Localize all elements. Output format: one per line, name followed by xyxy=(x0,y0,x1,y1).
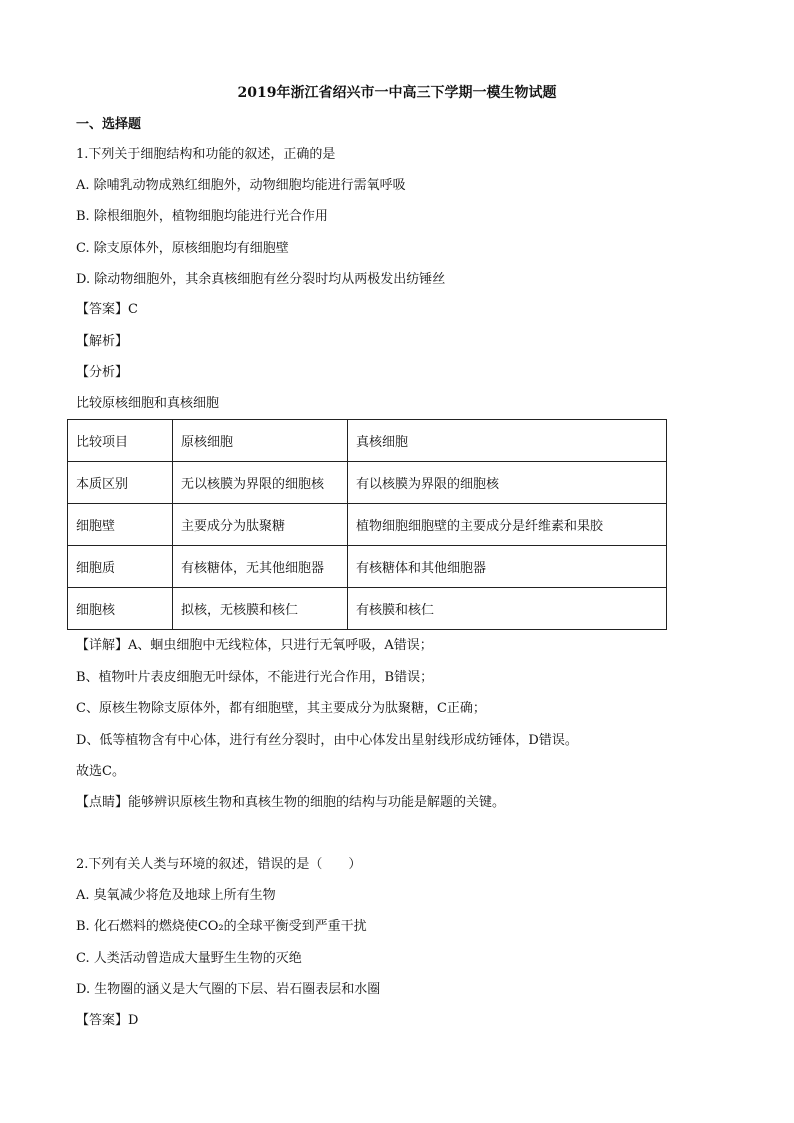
question-1-option-b: B. 除根细胞外，植物细胞均能进行光合作用 xyxy=(76,209,328,224)
table-row xyxy=(68,588,667,630)
question-1-option-d: D. 除动物细胞外，其余真核细胞有丝分裂时均从两极发出纺锤丝 xyxy=(76,272,446,287)
question-2-option-a: A. 臭氧减少将危及地球上所有生物 xyxy=(76,888,276,903)
table-caption: 比较原核细胞和真核细胞 xyxy=(76,396,220,411)
table-cell: 有核糖体和其他细胞器 xyxy=(348,546,667,588)
section-heading: 一、选择题 xyxy=(76,117,142,132)
table-cell: 本质区别 xyxy=(68,462,173,504)
table-cell: 无以核膜为界限的细胞核 xyxy=(173,462,348,504)
detail-line-4: D、低等植物含有中心体，进行有丝分裂时，由中心体发出星射线形成纺锤体，D错误。 xyxy=(76,733,578,748)
detail-line-3: C、原核生物除支原体外，都有细胞壁，其主要成分为肽聚糖，C正确； xyxy=(76,701,486,716)
table-row xyxy=(68,462,667,504)
comment-line: 【点睛】能够辨识原核生物和真核生物的细胞的结构与功能是解题的关键。 xyxy=(76,795,506,810)
table-cell: 主要成分为肽聚糖 xyxy=(173,504,348,546)
table-row xyxy=(68,546,667,588)
table-cell: 有以核膜为界限的细胞核 xyxy=(348,462,667,504)
document-title: 2019年浙江省绍兴市一中高三下学期一模生物试题 xyxy=(237,85,557,101)
question-1-option-c: C. 除支原体外，原核细胞均有细胞壁 xyxy=(76,241,289,256)
analysis-label: 【解析】 xyxy=(76,334,129,349)
question-1-stem: 1.下列关于细胞结构和功能的叙述，正确的是 xyxy=(76,147,336,162)
question-2-stem: 2.下列有关人类与环境的叙述，错误的是（ ） xyxy=(76,857,362,872)
table-cell: 拟核，无核膜和核仁 xyxy=(173,588,348,630)
table-header-row xyxy=(68,420,667,462)
table-row xyxy=(68,504,667,546)
table-header-cell: 比较项目 xyxy=(68,420,173,462)
detail-line-1: 【详解】A、蛔虫细胞中无线粒体，只进行无氧呼吸，A错误； xyxy=(76,638,433,653)
table-header-cell: 真核细胞 xyxy=(348,420,667,462)
table-cell: 细胞核 xyxy=(68,588,173,630)
table-cell: 细胞质 xyxy=(68,546,173,588)
detail-line-2: B、植物叶片表皮细胞无叶绿体，不能进行光合作用，B错误； xyxy=(76,670,434,685)
question-2-answer: 【答案】D xyxy=(76,1013,139,1028)
table-cell: 植物细胞细胞壁的主要成分是纤维素和果胶 xyxy=(348,504,667,546)
table-cell: 有核膜和核仁 xyxy=(348,588,667,630)
fenxi-label: 【分析】 xyxy=(76,365,129,380)
question-2-option-b: B. 化石燃料的燃烧使CO₂的全球平衡受到严重干扰 xyxy=(76,919,367,934)
question-2-option-d: D. 生物圈的涵义是大气圈的下层、岩石圈表层和水圈 xyxy=(76,982,381,997)
detail-conclusion: 故选C。 xyxy=(76,764,125,779)
table-cell: 有核糖体，无其他细胞器 xyxy=(173,546,348,588)
table-cell: 细胞壁 xyxy=(68,504,173,546)
comparison-table xyxy=(67,419,667,630)
table-header-cell: 原核细胞 xyxy=(173,420,348,462)
question-1-answer: 【答案】C xyxy=(76,302,138,317)
question-2-option-c: C. 人类活动曾造成大量野生生物的灭绝 xyxy=(76,951,302,966)
question-1-option-a: A. 除哺乳动物成熟红细胞外，动物细胞均能进行需氧呼吸 xyxy=(76,178,406,193)
